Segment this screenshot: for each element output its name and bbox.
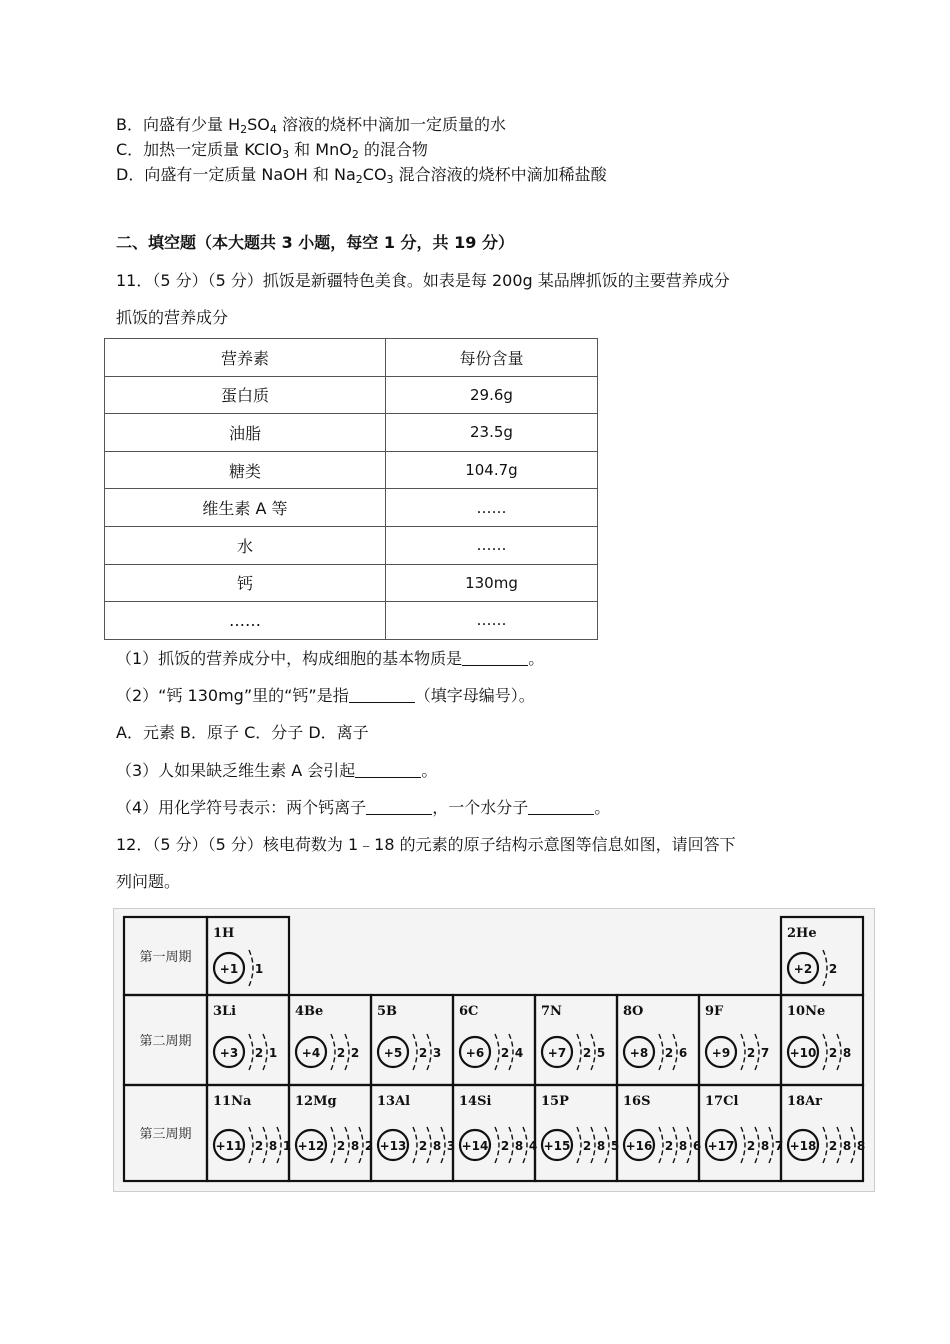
shell-electron-count: 2: [254, 1139, 264, 1153]
shell-electron-count: 2: [664, 1139, 674, 1153]
nucleus-charge: +10: [789, 1046, 817, 1060]
q12-stem: 12．（5 分）（5 分）核电荷数为 1﹣18 的元素的原子结构示意图等信息如图，请回答下: [116, 835, 736, 854]
shell-electron-count: 8: [842, 1046, 852, 1060]
electron-shell-arc: [509, 1127, 513, 1163]
shell-electron-count: 8: [678, 1139, 688, 1153]
table-header-row: [105, 339, 598, 377]
nucleus-charge: +13: [379, 1139, 407, 1153]
element-label: 9F: [705, 1004, 724, 1019]
shell-electron-count: 6: [692, 1139, 702, 1153]
electron-shell-arc: [755, 1034, 759, 1070]
nucleus-charge: +3: [219, 1046, 239, 1060]
nucleus-charge: +2: [793, 962, 813, 976]
shell-electron-count: 8: [760, 1139, 770, 1153]
cell: ……: [385, 526, 597, 564]
electron-shell-arc: [741, 1034, 745, 1070]
cell: 104.7g: [385, 451, 597, 489]
shell-electron-count: 2: [828, 1046, 838, 1060]
element-label: 16S: [623, 1094, 651, 1109]
electron-shell-arc: [345, 1034, 349, 1070]
nucleus-charge: +1: [219, 962, 239, 976]
shell-electron-count: 1: [268, 1046, 278, 1060]
section-title: 二、填空题（本大题共 3 小题，每空 1 分，共 19 分）: [116, 233, 514, 252]
table-row: [105, 451, 598, 489]
electron-shell-arc: [345, 1127, 349, 1163]
shell-electron-count: 2: [664, 1046, 674, 1060]
nucleus-charge: +15: [543, 1139, 571, 1153]
shell-electron-count: 8: [856, 1139, 866, 1153]
electron-shell-arc: [673, 1127, 677, 1163]
electron-shell-arc: [687, 1127, 691, 1163]
element-label: 1H: [213, 926, 235, 941]
cell: ……: [385, 602, 597, 640]
electron-shell-arc: [577, 1034, 581, 1070]
shell-electron-count: 7: [774, 1139, 784, 1153]
shell-electron-count: 2: [746, 1139, 756, 1153]
header-cell: 每份含量: [385, 339, 597, 377]
nucleus-charge: +17: [707, 1139, 735, 1153]
element-label: 6C: [459, 1004, 479, 1019]
shell-electron-count: 2: [746, 1046, 756, 1060]
electron-shell-arc: [659, 1127, 663, 1163]
electron-shell-arc: [249, 1127, 253, 1163]
element-label: 11Na: [213, 1094, 252, 1109]
element-label: 3Li: [213, 1004, 237, 1019]
element-label: 8O: [623, 1004, 644, 1019]
shell-electron-count: 8: [514, 1139, 524, 1153]
electron-shell-arc: [591, 1034, 595, 1070]
option-c: C．加热一定质量 KClO$_3$ 和 MnO$_2$ 的混合物: [116, 140, 428, 161]
element-label: 5B: [377, 1004, 398, 1019]
shell-electron-count: 2: [500, 1046, 510, 1060]
table-row: [105, 414, 598, 452]
electron-shell-arc: [427, 1127, 431, 1163]
shell-electron-count: 2: [500, 1139, 510, 1153]
shell-electron-count: 2: [582, 1046, 592, 1060]
table-row: [105, 376, 598, 414]
shell-electron-count: 2: [336, 1139, 346, 1153]
electron-shell-arc: [577, 1127, 581, 1163]
electron-shell-arc: [823, 950, 827, 986]
q11-part2: （2）“钙 130mg”里的“钙”是指 （填字母编号）。: [116, 686, 535, 705]
table-caption: 抓饭的营养成分: [116, 308, 229, 327]
nucleus-charge: +11: [215, 1139, 243, 1153]
electron-shell-arc: [413, 1034, 417, 1070]
cell: 钙: [105, 564, 386, 602]
element-label: 4Be: [295, 1004, 324, 1019]
electron-shell-arc: [249, 950, 253, 986]
answer-blank[interactable]: [462, 649, 528, 666]
electron-shell-arc: [249, 1034, 253, 1070]
nucleus-charge: +8: [629, 1046, 649, 1060]
shell-electron-count: 6: [678, 1046, 688, 1060]
periodic-table-svg: [114, 909, 874, 1191]
element-label: 18Ar: [787, 1094, 823, 1109]
shell-electron-count: 5: [596, 1046, 606, 1060]
shell-electron-count: 2: [418, 1139, 428, 1153]
period-label: 第二周期: [139, 1034, 192, 1049]
q12-stem-cont: 列问题。: [116, 872, 181, 891]
electron-shell-arc: [769, 1127, 773, 1163]
header-cell: 营养素: [105, 339, 386, 377]
cell: 油脂: [105, 414, 386, 452]
nutrition-table: [104, 338, 598, 640]
electron-shell-arc: [331, 1034, 335, 1070]
answer-blank[interactable]: [349, 686, 415, 703]
nucleus-charge: +12: [297, 1139, 325, 1153]
table-row: [105, 564, 598, 602]
shell-electron-count: 7: [760, 1046, 770, 1060]
cell: 23.5g: [385, 414, 597, 452]
period-label: 第三周期: [139, 1127, 192, 1142]
shell-electron-count: 2: [828, 1139, 838, 1153]
electron-shell-arc: [495, 1034, 499, 1070]
electron-shell-arc: [605, 1127, 609, 1163]
electron-shell-arc: [591, 1127, 595, 1163]
nucleus-charge: +4: [301, 1046, 321, 1060]
nucleus-charge: +14: [461, 1139, 489, 1153]
electron-shell-arc: [823, 1034, 827, 1070]
nucleus-charge: +16: [625, 1139, 653, 1153]
cell: 维生素 A 等: [105, 489, 386, 527]
nucleus-charge: +7: [547, 1046, 567, 1060]
shell-electron-count: 1: [282, 1139, 292, 1153]
electron-shell-arc: [523, 1127, 527, 1163]
element-label: 14Si: [459, 1094, 492, 1109]
q11-stem: 11．（5 分）（5 分）抓饭是新疆特色美食。如表是每 200g 某品牌抓饭的主要营养成分: [116, 271, 730, 290]
shell-electron-count: 8: [350, 1139, 360, 1153]
answer-blank[interactable]: [355, 761, 421, 778]
element-label: 12Mg: [295, 1094, 337, 1109]
q11-part3: （3）人如果缺乏维生素 A 会引起 。: [116, 761, 438, 780]
shell-electron-count: 8: [596, 1139, 606, 1153]
cell: ……: [105, 602, 386, 640]
element-label: 17Cl: [705, 1094, 739, 1109]
electron-shell-arc: [673, 1034, 677, 1070]
electron-shell-arc: [277, 1127, 281, 1163]
shell-electron-count: 2: [254, 1046, 264, 1060]
electron-shell-arc: [331, 1127, 335, 1163]
electron-shell-arc: [263, 1127, 267, 1163]
answer-blank[interactable]: [528, 798, 594, 815]
option-b: B．向盛有少量 $H_2SO_4$ 溶液的烧杯中滴加一定质量的水: [116, 115, 506, 136]
electron-shell-arc: [837, 1127, 841, 1163]
shell-electron-count: 4: [528, 1139, 538, 1153]
electron-shell-arc: [823, 1127, 827, 1163]
shell-electron-count: 8: [432, 1139, 442, 1153]
shell-electron-count: 8: [842, 1139, 852, 1153]
cell: 130mg: [385, 564, 597, 602]
element-label: 7N: [541, 1004, 562, 1019]
electron-shell-arc: [659, 1034, 663, 1070]
q11-choices: A．元素 B．原子 C．分子 D．离子: [116, 723, 369, 742]
shell-electron-count: 3: [446, 1139, 456, 1153]
shell-electron-count: 5: [610, 1139, 620, 1153]
period-label: 第一周期: [139, 950, 192, 965]
cell: 29.6g: [385, 376, 597, 414]
periodic-table-figure: [113, 908, 875, 1192]
element-label: 2He: [787, 926, 817, 941]
shell-electron-count: 2: [350, 1046, 360, 1060]
nucleus-charge: +6: [465, 1046, 485, 1060]
option-d: D．向盛有一定质量 NaOH 和 $Na_2CO_3$ 混合溶液的烧杯中滴加稀盐酸: [116, 165, 607, 186]
electron-shell-arc: [495, 1127, 499, 1163]
answer-blank[interactable]: [366, 798, 432, 815]
shell-electron-count: 1: [254, 962, 264, 976]
cell: 水: [105, 526, 386, 564]
shell-electron-count: 2: [828, 962, 838, 976]
electron-shell-arc: [851, 1127, 855, 1163]
table-row: [105, 526, 598, 564]
electron-shell-arc: [509, 1034, 513, 1070]
shell-electron-count: 2: [582, 1139, 592, 1153]
electron-shell-arc: [837, 1034, 841, 1070]
nucleus-charge: +5: [383, 1046, 403, 1060]
nucleus-charge: +18: [789, 1139, 817, 1153]
element-label: 13Al: [377, 1094, 411, 1109]
cell: ……: [385, 489, 597, 527]
nucleus-charge: +9: [711, 1046, 731, 1060]
element-label: 15P: [541, 1094, 569, 1109]
shell-electron-count: 3: [432, 1046, 442, 1060]
cell: 蛋白质: [105, 376, 386, 414]
q11-part1: （1）抓饭的营养成分中，构成细胞的基本物质是 。: [116, 649, 545, 668]
electron-shell-arc: [413, 1127, 417, 1163]
electron-shell-arc: [263, 1034, 267, 1070]
electron-shell-arc: [359, 1127, 363, 1163]
shell-electron-count: 2: [336, 1046, 346, 1060]
element-label: 10Ne: [787, 1004, 826, 1019]
shell-electron-count: 4: [514, 1046, 524, 1060]
shell-electron-count: 2: [418, 1046, 428, 1060]
cell: 糖类: [105, 451, 386, 489]
electron-shell-arc: [427, 1034, 431, 1070]
shell-electron-count: 2: [364, 1139, 374, 1153]
electron-shell-arc: [755, 1127, 759, 1163]
table-row: [105, 489, 598, 527]
table-row: [105, 602, 598, 640]
electron-shell-arc: [441, 1127, 445, 1163]
q11-part4: （4）用化学符号表示：两个钙离子 ，一个水分子 。: [116, 798, 611, 817]
shell-electron-count: 8: [268, 1139, 278, 1153]
electron-shell-arc: [741, 1127, 745, 1163]
